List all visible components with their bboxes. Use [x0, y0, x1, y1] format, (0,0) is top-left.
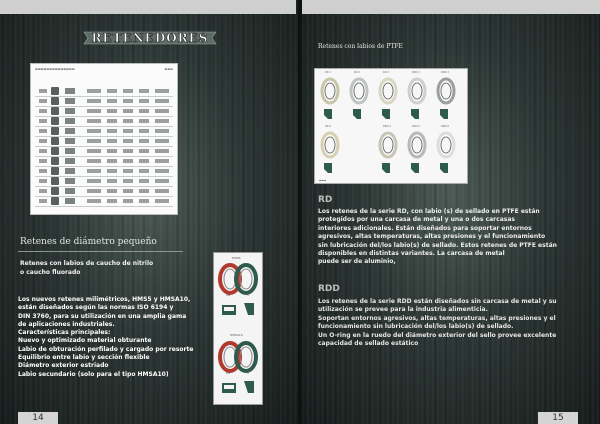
table-cell — [87, 159, 101, 163]
ptfe-seal-caption: RD 1 — [325, 71, 332, 74]
ptfe-seal-icon — [406, 75, 428, 123]
hms5-seal-illustration — [214, 259, 262, 329]
table-cell — [155, 119, 169, 123]
table-cell — [107, 189, 117, 193]
table-cell — [39, 169, 47, 173]
table-cell — [39, 189, 47, 193]
seal-section-thumbnail — [65, 98, 75, 104]
body-line: Los nuevos retenes milimétricos, HMS5 y HMSA10, — [18, 296, 191, 303]
table-cell — [139, 179, 149, 183]
rdd-line: Los retenes de la serie RDD están diseñados sin carcasa de metal y su — [318, 298, 557, 305]
ptfe-seal-cell — [319, 71, 341, 123]
ptfe-seal-caption: RDD 6 — [441, 125, 449, 128]
rd-line: protegidos por una carcasa de metal y una o dos carcasas — [318, 216, 515, 224]
rdd-line: capacidad de sellado estático — [318, 340, 419, 348]
ptfe-seal-cell — [377, 125, 399, 177]
seal-section-thumbnail — [65, 168, 75, 174]
subtitle-line: o caucho fluorado — [20, 269, 81, 276]
table-cell — [139, 199, 149, 203]
table-cell — [87, 89, 101, 93]
section-divider — [18, 251, 183, 252]
product-label-top-left: SN — [226, 293, 231, 297]
body-line: Equilibrio entre labio y sección flexible — [18, 354, 150, 362]
seal-section-thumbnail — [65, 88, 75, 94]
table-row — [35, 196, 173, 207]
seal-thumbnail — [51, 137, 59, 145]
ptfe-seal-icon — [319, 75, 341, 123]
seal-thumbnail — [51, 97, 59, 105]
seal-thumbnail — [51, 197, 59, 205]
ptfe-seal-caption: RD 5 — [325, 125, 332, 128]
subtitle-line: Retenes con labios de caucho de nitrilo — [20, 260, 154, 267]
product-label-top: HMS5 — [232, 256, 241, 260]
table-cell — [139, 119, 149, 123]
table-cell — [123, 109, 133, 113]
table-cell — [87, 179, 101, 183]
ptfe-seal-cell — [435, 71, 457, 123]
ptfe-seal-caption: RDD 4 — [383, 125, 391, 128]
table-cell — [87, 149, 101, 153]
table-cell — [39, 159, 47, 163]
ptfe-seal-icon — [406, 129, 428, 177]
table-cell — [39, 109, 47, 113]
table-cell — [123, 119, 133, 123]
table-cell — [39, 129, 47, 133]
table-cell — [107, 179, 117, 183]
ptfe-seal-icon — [435, 129, 457, 177]
table-cell — [39, 199, 47, 203]
table-cell — [155, 149, 169, 153]
table-cell — [87, 199, 101, 203]
table-cell — [123, 169, 133, 173]
top-bar-left — [0, 0, 296, 14]
seal-thumbnail — [51, 187, 59, 195]
ptfe-figure-footer: ▬▬▬ — [319, 179, 327, 182]
table-cell — [107, 129, 117, 133]
rdd-line: Soportan entornos agresivos, altas temperaturas, altas presiones y el — [318, 314, 556, 322]
table-cell — [139, 109, 149, 113]
table-cell — [139, 189, 149, 193]
table-cell — [123, 129, 133, 133]
seal-thumbnail — [51, 157, 59, 165]
seal-section-thumbnail — [65, 128, 75, 134]
table-cell — [107, 139, 117, 143]
seal-section-thumbnail — [65, 188, 75, 194]
product-label-top-right: V — [247, 293, 250, 297]
seal-thumbnail — [51, 107, 59, 115]
table-cell — [155, 139, 169, 143]
page-number-left: 14 — [18, 412, 58, 424]
title-banner — [80, 30, 220, 46]
table-cell — [107, 199, 117, 203]
seal-section-thumbnail — [65, 178, 75, 184]
table-cell — [107, 119, 117, 123]
table-cell — [39, 149, 47, 153]
ptfe-seal-caption: RD 2 — [354, 71, 361, 74]
table-cell — [139, 159, 149, 163]
seal-thumbnail — [51, 177, 59, 185]
table-cell — [39, 119, 47, 123]
ptfe-seal-cell — [348, 71, 370, 123]
ptfe-seal-icon — [319, 129, 341, 177]
hmsa10-seal-illustration — [214, 337, 262, 407]
table-header-text: ▬▬▬▬▬▬▬▬▬▬▬▬▬▬ — [35, 67, 75, 71]
table-cell — [139, 99, 149, 103]
seal-thumbnail — [51, 127, 59, 135]
ptfe-seal-icon — [435, 75, 457, 123]
body-line: de aplicaciones industriales. — [18, 320, 115, 328]
table-cell — [123, 89, 133, 93]
table-cell — [139, 89, 149, 93]
seal-thumbnail — [51, 87, 59, 95]
seal-product-figure — [213, 252, 263, 405]
rd-description — [318, 208, 588, 267]
table-cell — [107, 109, 117, 113]
table-cell — [139, 129, 149, 133]
table-cell — [107, 159, 117, 163]
table-cell — [139, 169, 149, 173]
table-cell — [87, 169, 101, 173]
table-cell — [39, 89, 47, 93]
table-cell — [155, 199, 169, 203]
table-cell — [155, 169, 169, 173]
body-text — [18, 296, 208, 379]
ptfe-seal-caption: RD 3 — [383, 71, 390, 74]
table-cell — [155, 159, 169, 163]
table-cell — [107, 99, 117, 103]
ptfe-seal-caption: RDD 5 — [412, 125, 420, 128]
product-table-image — [30, 63, 178, 215]
table-cell — [87, 109, 101, 113]
seal-section-thumbnail — [65, 148, 75, 154]
rdd-line: Un O-ring en la ruedo del diámetro exterior del sello provee excelente — [318, 331, 557, 339]
rdd-description — [318, 298, 593, 348]
left-page — [0, 0, 298, 424]
body-line: Características principales: — [18, 329, 111, 337]
table-cell — [155, 99, 169, 103]
rdd-line: funcionamiento sin lubricación del/los labio(s) de sellado. — [318, 323, 514, 331]
table-cell — [87, 189, 101, 193]
top-bar-right — [302, 0, 600, 14]
seal-section-thumbnail — [65, 138, 75, 144]
table-ref-text: ▬▬▬ — [164, 67, 173, 71]
body-line: Nuevo y optimizado material obturante — [18, 337, 152, 345]
table-cell — [87, 139, 101, 143]
rdd-line: utilización se prevee para la industria alimenticia. — [318, 306, 488, 314]
rd-title: RD — [318, 195, 333, 205]
table-cell — [107, 89, 117, 93]
ptfe-seal-icon — [377, 75, 399, 123]
seal-section-thumbnail — [65, 108, 75, 114]
page-number-right: 15 — [538, 412, 578, 424]
ptfe-seal-cell — [435, 125, 457, 177]
table-cell — [107, 169, 117, 173]
seal-section-thumbnail — [65, 198, 75, 204]
table-cell — [155, 189, 169, 193]
table-cell — [87, 119, 101, 123]
body-line: están diseñados según las normas ISO 6194 y — [18, 304, 174, 312]
table-cell — [155, 109, 169, 113]
ptfe-seal-cell — [406, 71, 428, 123]
section-title: Retenes de diámetro pequeño — [20, 237, 157, 247]
table-cell — [123, 199, 133, 203]
product-label-bottom: HMSA10 — [230, 333, 243, 337]
table-cell — [123, 189, 133, 193]
body-line: Labio secundario (solo para el tipo HMSA10) — [18, 370, 169, 378]
product-label-bottom-left: RS — [226, 371, 230, 375]
table-cell — [87, 99, 101, 103]
table-cell — [155, 129, 169, 133]
table-cell — [123, 179, 133, 183]
ptfe-seals-figure — [314, 68, 468, 184]
table-cell — [139, 139, 149, 143]
ptfe-seal-cell — [319, 125, 341, 177]
ptfe-seal-caption: RDD 2 — [441, 71, 449, 74]
rd-line: agresivos, altas temperaturas, altas presiones y el funcionamiento — [318, 233, 546, 241]
ptfe-seal-cell — [377, 71, 399, 123]
table-cell — [123, 99, 133, 103]
seal-thumbnail — [51, 117, 59, 125]
seal-thumbnail — [51, 147, 59, 155]
seal-section-thumbnail — [65, 118, 75, 124]
ptfe-seal-caption: RDD 1 — [412, 71, 420, 74]
product-label-bottom-right: V — [247, 371, 250, 375]
ptfe-seal-cell — [406, 125, 428, 177]
table-cell — [107, 149, 117, 153]
table-cell — [139, 149, 149, 153]
subtitle — [20, 259, 170, 277]
body-line: DIN 3760, para su utilización en una amplia gama — [18, 312, 187, 320]
rd-line: interiores adicionales. Están diseñados para soportar entornos — [318, 224, 532, 232]
rdd-title: RDD — [318, 284, 340, 294]
right-page — [302, 0, 600, 424]
table-cell — [39, 139, 47, 143]
seal-section-thumbnail — [65, 158, 75, 164]
rd-line: puede ser de aluminio, — [318, 258, 396, 266]
banner-title: RETENEDORES — [91, 31, 209, 45]
table-cell — [39, 179, 47, 183]
rd-line: Los retenes de la serie RD, con labio (s) de sellado en PTFE están — [318, 208, 540, 215]
table-cell — [123, 149, 133, 153]
ptfe-heading: Retenes con labios de PTFE — [318, 43, 403, 50]
table-cell — [155, 179, 169, 183]
table-cell — [123, 139, 133, 143]
table-cell — [155, 89, 169, 93]
rd-line: sin lubricación del/los labio(s) de sellado. Estos retenes de PTFE están — [318, 241, 557, 249]
rd-line: disponibles en distintas variantes. La carcasa de metal — [318, 250, 505, 258]
ptfe-seal-icon — [377, 129, 399, 177]
ptfe-seal-icon — [348, 75, 370, 123]
body-line: Diámetro exterior estriado — [18, 362, 109, 370]
seal-thumbnail — [51, 167, 59, 175]
table-cell — [87, 129, 101, 133]
table-cell — [39, 99, 47, 103]
body-line: Labio de obturación perfilado y cargado por resorte — [18, 345, 194, 353]
table-cell — [123, 159, 133, 163]
